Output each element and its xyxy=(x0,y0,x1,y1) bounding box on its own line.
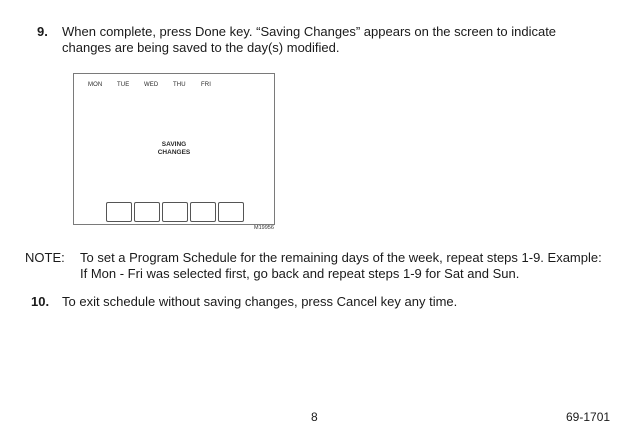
note-text xyxy=(80,250,602,282)
note-text-line-1: To set a Program Schedule for the remaining days of the week, repeat steps 1-9. Example: xyxy=(80,250,602,265)
soft-key-1 xyxy=(106,202,132,222)
step-10 xyxy=(0,294,630,312)
soft-key-4 xyxy=(190,202,216,222)
soft-key-3 xyxy=(162,202,188,222)
step-text xyxy=(62,24,556,56)
document-number: 69-1701 xyxy=(566,410,611,424)
day-label-thu: THU xyxy=(173,82,186,88)
note-label: NOTE: xyxy=(25,250,65,265)
note-text-line-2: If Mon - Fri was selected first, go back and repeat steps 1-9 for Sat and Sun. xyxy=(80,266,520,281)
step-number: 9. xyxy=(37,24,48,39)
day-labels xyxy=(74,82,274,92)
step-text: To exit schedule without saving changes, press Cancel key any time. xyxy=(62,294,458,309)
thermostat-screen-illustration xyxy=(73,73,275,225)
day-label-mon: MON xyxy=(88,82,103,88)
soft-key-2 xyxy=(134,202,160,222)
soft-key-5 xyxy=(218,202,244,222)
note xyxy=(0,250,630,284)
message-line-2: CHANGES xyxy=(157,149,191,156)
day-label-wed: WED xyxy=(144,82,159,88)
step-text-line-1: When complete, press Done key. “Saving Changes” appears on the screen to indicate xyxy=(62,24,557,39)
day-label-fri: FRI xyxy=(201,82,211,88)
step-9 xyxy=(0,24,630,58)
saving-changes-message xyxy=(74,141,274,157)
message-line-1: SAVING xyxy=(161,141,187,148)
step-number: 10. xyxy=(31,294,50,309)
figure-id: M19956 xyxy=(254,225,274,231)
soft-key-row xyxy=(106,202,246,223)
day-label-tue: TUE xyxy=(117,82,130,88)
step-text-line-2: changes are being saved to the day(s) modified. xyxy=(62,40,340,55)
page-number: 8 xyxy=(311,410,318,424)
